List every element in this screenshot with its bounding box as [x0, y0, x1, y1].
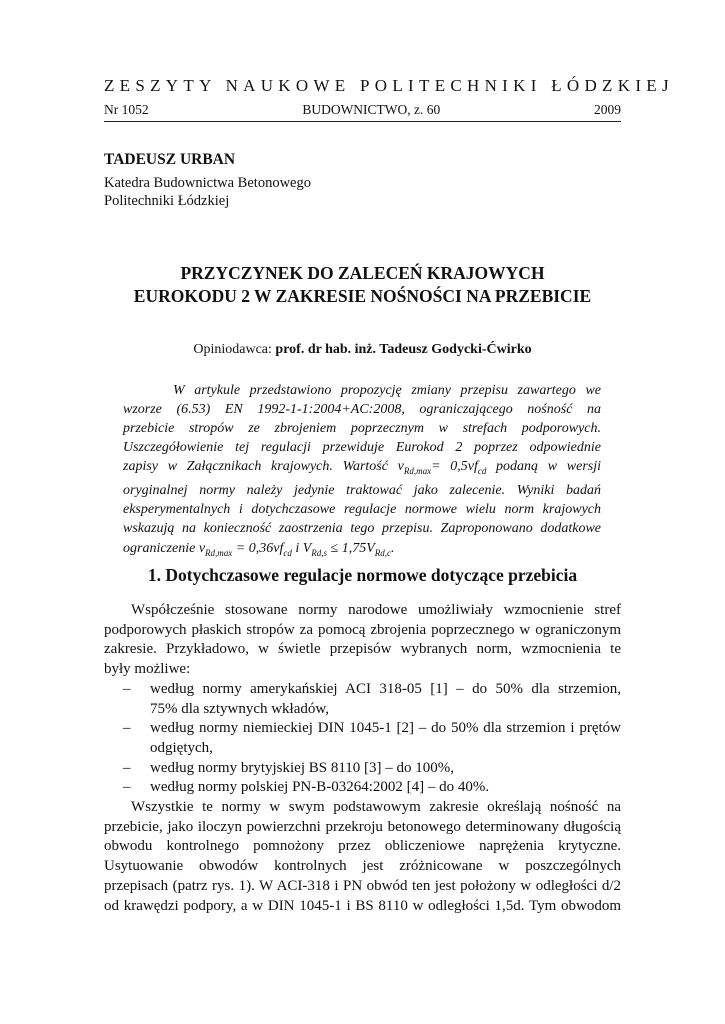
abstract-subscript: Rd,max [403, 466, 432, 477]
abstract-subscript: Rd,max [205, 547, 233, 558]
list-item-text: według normy niemieckiej DIN 1045-1 [2] – do 50% dla strzemion i prętów [150, 720, 621, 737]
list-dash: – [123, 779, 131, 796]
abstract-text: i V [291, 540, 312, 556]
section-body [104, 601, 621, 916]
paragraph-line: Wszystkie te normy w swym podstawowym zakresie określają nośność na [131, 799, 621, 816]
paragraph-line: przebicie, jako iloczyn powierzchni przekroju betonowego determinowany długością [104, 818, 621, 835]
list-item [104, 778, 621, 798]
abstract-line [123, 539, 601, 563]
abstract-text: ≤ 1,75V [327, 540, 375, 556]
list-item [104, 719, 621, 758]
paragraph-line: od krawędzi podpory, a w DIN 1045-1 i BS 8110 w odległości 1,5d. Tym obwodom [104, 897, 621, 914]
issue-number: Nr 1052 [104, 102, 149, 117]
list-item-text: według normy polskiej PN-B-03264:2002 [4] – do 40%. [150, 779, 490, 796]
abstract-text: podaną w wersji [486, 459, 601, 475]
list-item [104, 680, 621, 719]
abstract-line: Uszczegółowienie tej regulacji przewiduje Eurokod 2 poprzez odpowiednie [123, 440, 601, 456]
reviewer-name: prof. dr hab. inż. Tadeusz Godycki-Ćwirko [275, 342, 532, 357]
abstract-subscript: cd [283, 547, 292, 558]
abstract-text: ograniczenie v [123, 540, 206, 556]
issue-meta [104, 102, 621, 118]
list-item-text: 75% dla sztywnych wkładów, [150, 700, 329, 717]
abstract-subscript: Rd,s [311, 547, 328, 558]
paper-title-line-1: PRZYCZYNEK DO ZALECEŃ KRAJOWYCH [180, 263, 545, 283]
abstract-line [123, 457, 601, 481]
paragraph-line: przepisach (patrz rys. 1). W ACI-318 i PN obwód ten jest położony w odległości d/2 [104, 877, 621, 894]
reviewer-label: Opiniodawca: [193, 342, 272, 357]
abstract-line: W artykule przedstawiono propozycję zmiany przepisu zawartego we [173, 383, 601, 398]
author-affiliation-2: Politechniki Łódzkiej [104, 193, 230, 209]
abstract-subscript: cd [477, 466, 487, 477]
abstract-text: = 0,5vf [431, 459, 478, 475]
paragraph-line: obwodu kontrolnego pomnożony przez obliczeniowe naprężenia krytyczne. [104, 838, 621, 855]
list-dash: – [123, 759, 131, 776]
author-affiliation-1: Katedra Budownictwa Betonowego [104, 175, 311, 191]
abstract-line: eksperymentalnych i dotychczasowe regulacje normowe wielu norm krajowych [123, 502, 601, 518]
paragraph-line: zakresie. Przykładowo, w świetle przepisów wybranych norm, wzmocnienia te [104, 641, 621, 658]
list-item-text: według normy brytyjskiej BS 8110 [3] – do 100%, [150, 759, 455, 776]
list-item-text: według normy amerykańskiej ACI 318-05 [1] – do 50% dla strzemion, [150, 680, 621, 697]
abstract-text: . [391, 540, 395, 556]
abstract-line: oryginalnej normy należy jedynie traktować jako zalecenie. Wyniki badań [123, 483, 601, 499]
journal-title: ZESZYTY NAUKOWE POLITECHNIKI ŁÓDZKIEJ [104, 76, 674, 95]
abstract [123, 381, 601, 562]
paragraph-line: Usytuowanie obwodów kontrolnych jest zróżnicowane w poszczególnych [104, 858, 621, 875]
paragraph-line: Współcześnie stosowane normy narodowe umożliwiały wzmocnienie stref [131, 602, 621, 618]
abstract-line: wskazują na konieczność zaostrzenia tego przepisu. Zaproponowano dodatkowe [123, 521, 601, 537]
abstract-text: = 0,36vf [232, 540, 284, 556]
paragraph-line: podporowych płaskich stropów za pomocą zbrojenia poprzecznego w ograniczonym [104, 621, 621, 638]
list-item-text: odgiętych, [150, 739, 213, 756]
list-dash: – [123, 720, 131, 737]
paragraph-line: były możliwe: [104, 661, 191, 678]
author-name: TADEUSZ URBAN [104, 151, 236, 168]
publication-year: 2009 [593, 102, 621, 117]
section-heading: 1. Dotychczasowe regulacje normowe dotyczące przebicia [147, 565, 578, 585]
abstract-line: wzorze (6.53) EN 1992-1-1:2004+AC:2008, ograniczającego nośność na [123, 402, 601, 418]
paper-title [104, 262, 621, 308]
series-volume: BUDOWNICTWO, z. 60 [302, 102, 441, 117]
header-rule [104, 121, 621, 122]
reviewer [104, 342, 621, 358]
abstract-subscript: Rd,c [374, 547, 392, 558]
abstract-line: przebicie stropów ze zbrojeniem poprzecznym w strefach podporowych. [123, 421, 601, 437]
paper-title-line-2: EUROKODU 2 W ZAKRESIE NOŚNOŚCI NA PRZEBICIE [133, 286, 592, 306]
list-item [104, 759, 621, 779]
abstract-text: zapisy w Załącznikach krajowych. Wartość v [123, 459, 404, 475]
list-dash: – [123, 680, 131, 697]
